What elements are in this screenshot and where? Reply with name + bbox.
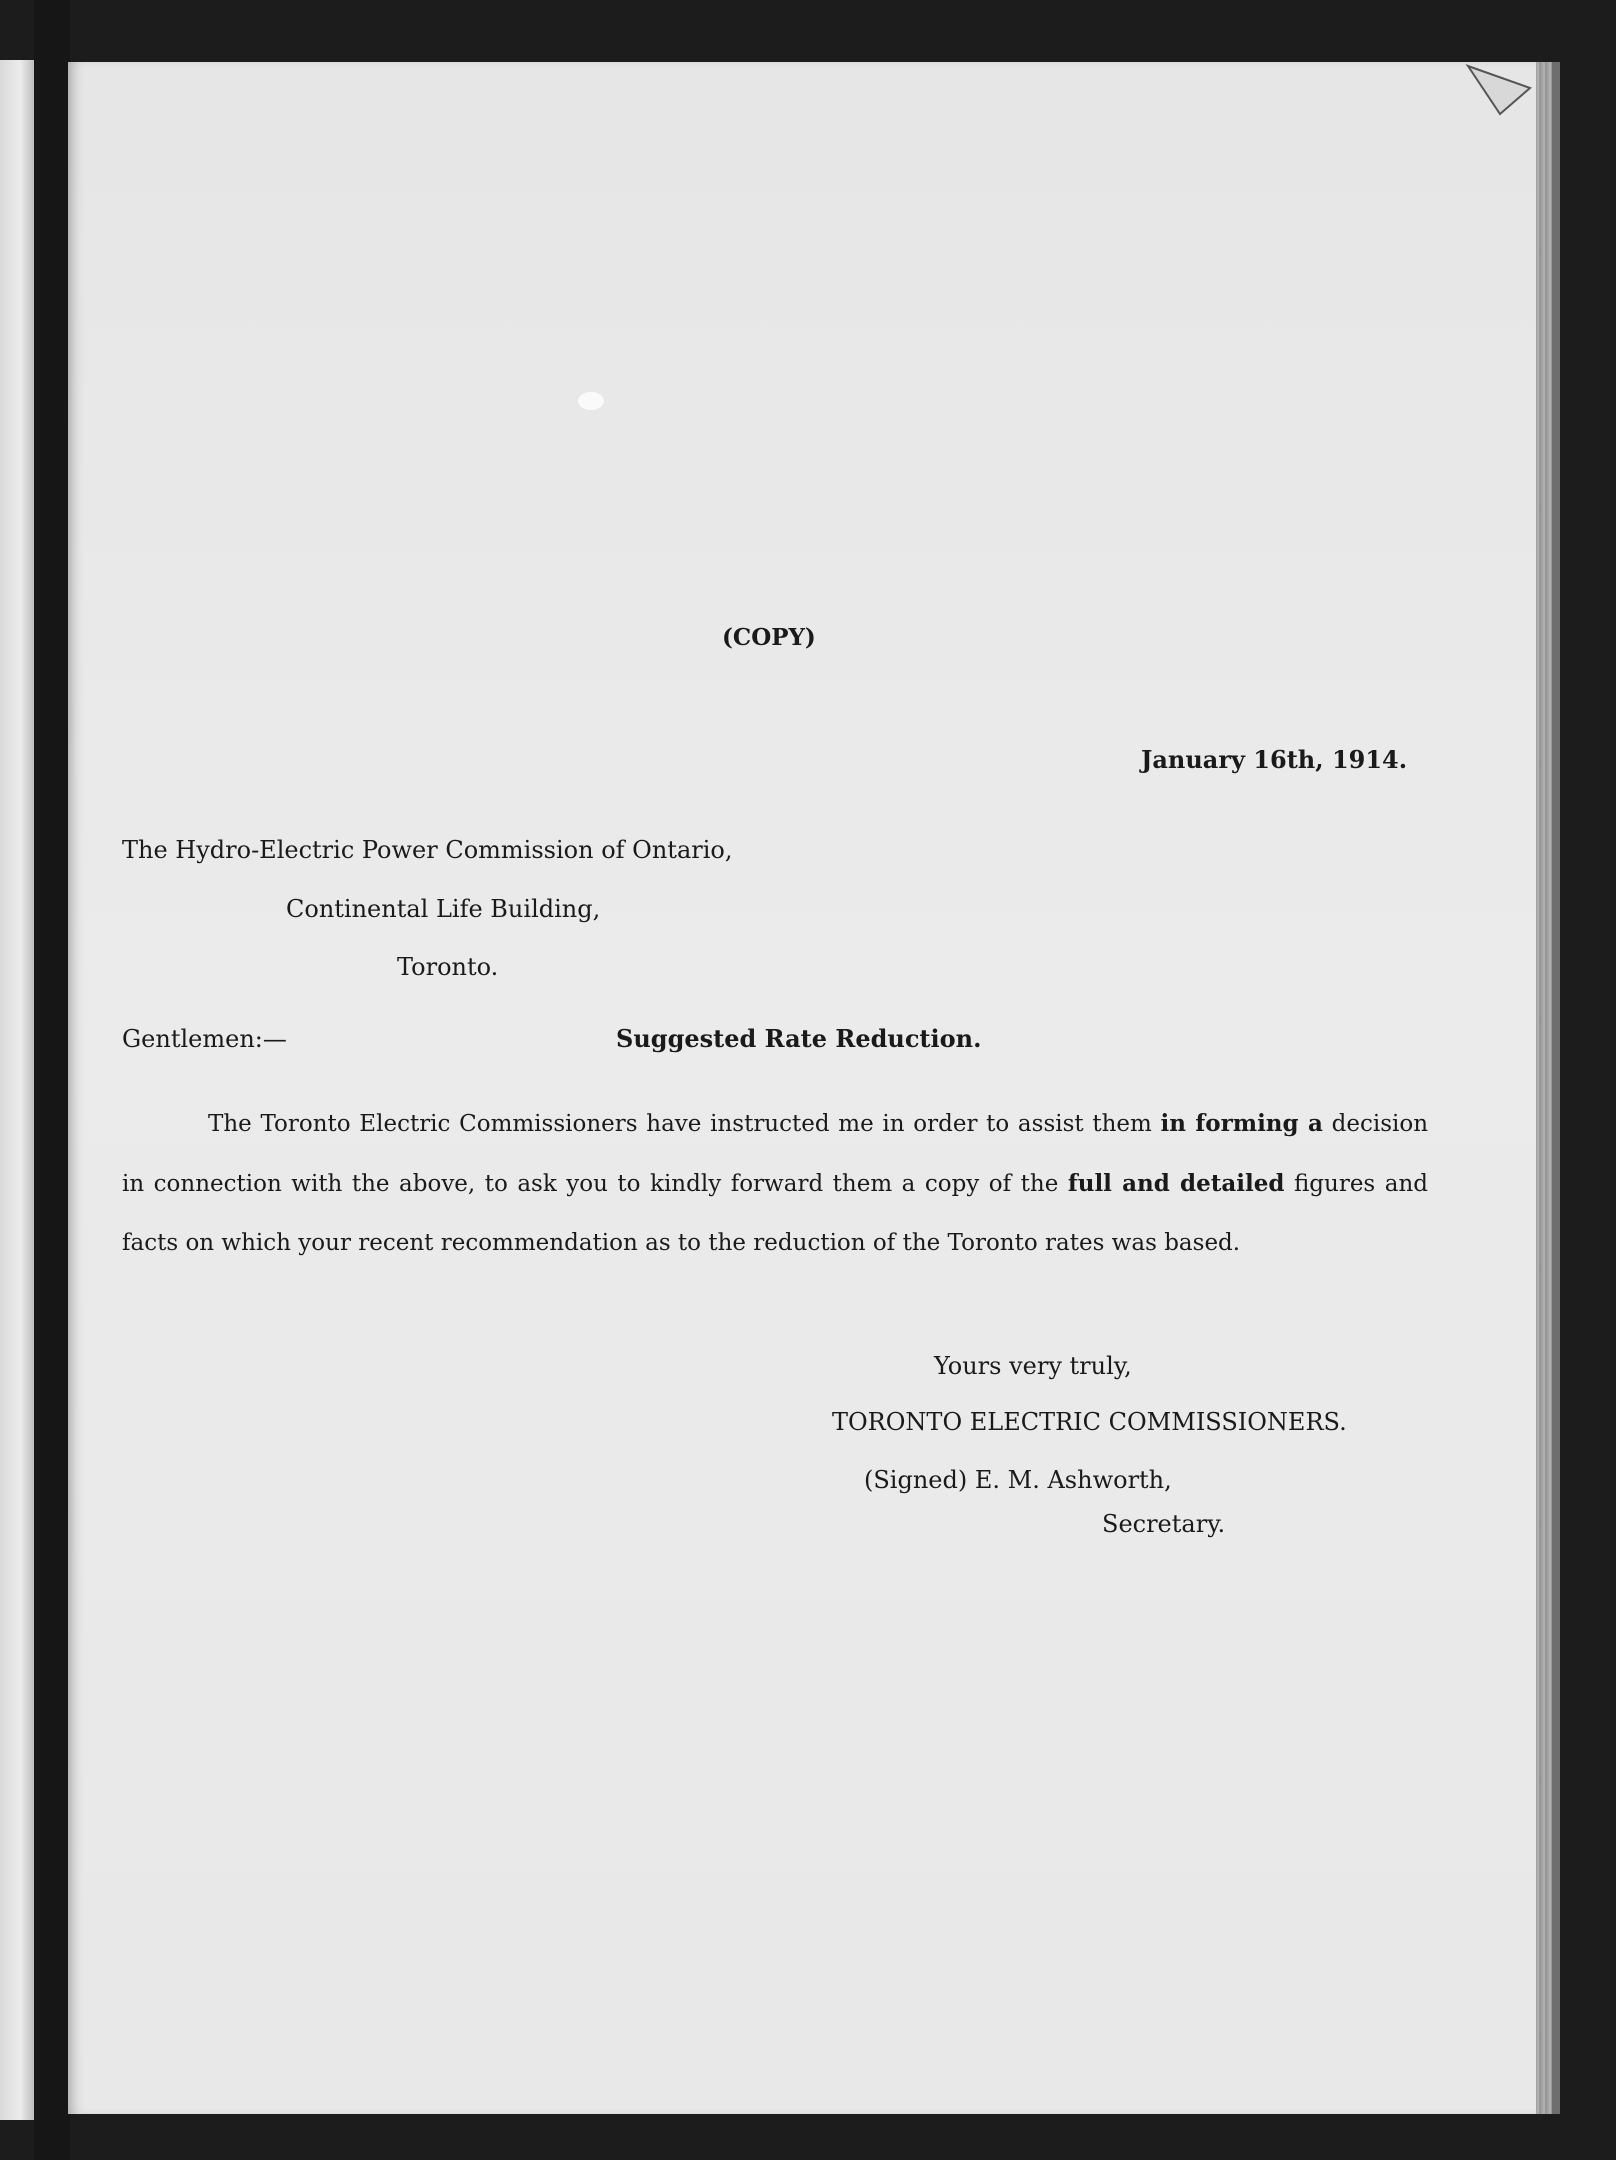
addressee-line-1: The Hydro-Electric Power Commission of Ontario, [122,836,733,864]
organization-name: TORONTO ELECTRIC COMMISSIONERS. [832,1408,1347,1436]
scan-background [1560,0,1616,2160]
body-text-5: figures and facts on which your recent recommendation as to the reduction of the Toronto rates was based. [122,1171,1428,1256]
copy-label: (COPY) [722,624,816,651]
page-stack-edge [1536,62,1552,2114]
salutation: Gentlemen:— [122,1025,287,1053]
corner-fold-mark [1460,62,1536,122]
scan-speck [578,392,604,410]
signatory-title: Secretary. [1102,1510,1226,1538]
subject-heading: Suggested Rate Reduction. [616,1024,982,1053]
letter-body [122,1094,1428,1273]
page-stack-shadow [1552,62,1560,2114]
letter-date: January 16th, 1914. [1141,745,1408,774]
addressee-line-3: Toronto. [397,953,499,981]
body-text-1: The Toronto Electric Commissioners have instructed me in order to assist them [208,1111,1161,1137]
body-text-3: decision in connection with the above, to ask you to kindly forward them a copy of the [122,1111,1429,1197]
book-gutter [34,0,70,2160]
addressee-line-2: Continental Life Building, [286,895,601,923]
body-text-4: full and detailed [1067,1170,1285,1197]
body-text-2: in forming a [1160,1110,1323,1137]
signature-line: (Signed) E. M. Ashworth, [864,1466,1172,1494]
facing-page-edge [0,60,34,2120]
letter-page [68,62,1536,2114]
valediction: Yours very truly, [934,1352,1132,1380]
